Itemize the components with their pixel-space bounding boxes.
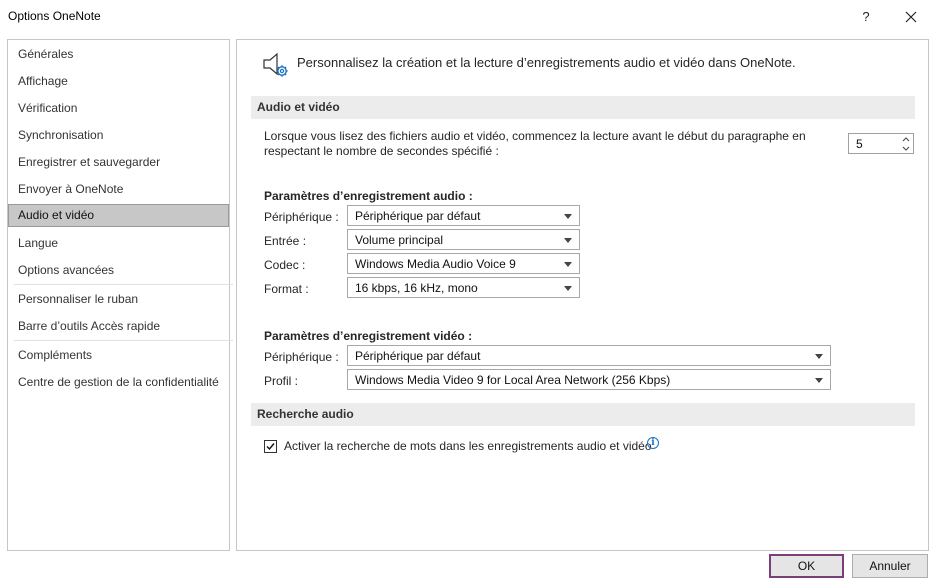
sidebar-item-affichage[interactable]: Affichage (18, 74, 68, 88)
audio-device-dropdown[interactable] (347, 205, 580, 226)
sidebar-item-envoyer[interactable]: Envoyer à OneNote (18, 182, 124, 196)
video-profile-label: Profil : (264, 374, 299, 388)
section-audio-video: Audio et vidéo (251, 96, 915, 119)
ok-button[interactable]: OK (769, 554, 844, 578)
audio-search-label[interactable]: Activer la recherche de mots dans les enregistrements audio et vidéo (284, 439, 652, 453)
sidebar-item-complements[interactable]: Compléments (18, 348, 93, 362)
sidebar-item-enregistrer[interactable]: Enregistrer et sauvegarder (18, 155, 161, 169)
playback-description: Lorsque vous lisez des fichiers audio et vidéo, commencez la lecture avant le début du paragraphe en respectant le nombre de secondes spécifié : (264, 129, 806, 158)
audio-device-label: Périphérique : (264, 210, 339, 224)
video-profile-value: Windows Media Video 9 for Local Area Network (256 Kbps) (355, 373, 671, 387)
audio-search-checkbox[interactable] (264, 440, 277, 453)
audio-settings-title: Paramètres d’enregistrement audio : (264, 189, 473, 203)
audio-device-value: Périphérique par défaut (355, 209, 481, 223)
help-button[interactable]: ? (862, 9, 870, 24)
options-sidebar (7, 39, 230, 551)
section-audio-search: Recherche audio (251, 403, 915, 426)
chevron-down-icon (564, 262, 572, 267)
title-bar (0, 0, 937, 34)
audio-input-dropdown[interactable] (347, 229, 580, 250)
audio-format-label: Format : (264, 282, 309, 296)
video-device-value: Périphérique par défaut (355, 349, 481, 363)
speaker-settings-icon (261, 49, 291, 79)
sidebar-item-barre-outils[interactable]: Barre d’outils Accès rapide (18, 319, 161, 333)
page-header: Personnalisez la création et la lecture d’enregistrements audio et vidéo dans OneNote. (297, 55, 796, 70)
close-icon (905, 11, 917, 23)
audio-codec-label: Codec : (264, 258, 306, 272)
sidebar-item-audio-video[interactable]: Audio et vidéo (8, 204, 229, 227)
sidebar-divider (14, 284, 233, 285)
chevron-down-icon (564, 238, 572, 243)
video-device-label: Périphérique : (264, 350, 339, 364)
sidebar-item-confidentialite[interactable]: Centre de gestion de la confidentialité (18, 375, 219, 389)
sidebar-item-synchronisation[interactable]: Synchronisation (18, 128, 104, 142)
audio-codec-dropdown[interactable] (347, 253, 580, 274)
cancel-button[interactable]: Annuler (852, 554, 928, 578)
audio-codec-value: Windows Media Audio Voice 9 (355, 257, 516, 271)
video-device-dropdown[interactable] (347, 345, 831, 366)
chevron-down-icon (564, 214, 572, 219)
spinner-up-icon[interactable] (901, 135, 911, 144)
close-button[interactable] (897, 4, 925, 30)
sidebar-item-generales[interactable]: Générales (18, 47, 74, 61)
sidebar-divider (14, 340, 233, 341)
audio-format-value: 16 kbps, 16 kHz, mono (355, 281, 478, 295)
chevron-down-icon (815, 378, 823, 383)
sidebar-item-langue[interactable]: Langue (18, 236, 59, 250)
seconds-spinner[interactable] (848, 133, 914, 154)
sidebar-item-options-avancees[interactable]: Options avancées (18, 263, 115, 277)
window-title: Options OneNote (8, 9, 101, 23)
audio-format-dropdown[interactable] (347, 277, 580, 298)
chevron-down-icon (564, 286, 572, 291)
audio-input-label: Entrée : (264, 234, 307, 248)
video-profile-dropdown[interactable] (347, 369, 831, 390)
checkmark-icon (266, 442, 275, 451)
spinner-down-icon[interactable] (901, 144, 911, 153)
audio-input-value: Volume principal (355, 233, 444, 247)
chevron-down-icon (815, 354, 823, 359)
options-panel (236, 39, 929, 551)
video-settings-title: Paramètres d’enregistrement vidéo : (264, 329, 473, 343)
seconds-value[interactable]: 5 (856, 137, 863, 151)
sidebar-item-verification[interactable]: Vérification (18, 101, 78, 115)
sidebar-item-personnaliser-ruban[interactable]: Personnaliser le ruban (18, 292, 139, 306)
info-icon[interactable]: i (647, 437, 659, 449)
